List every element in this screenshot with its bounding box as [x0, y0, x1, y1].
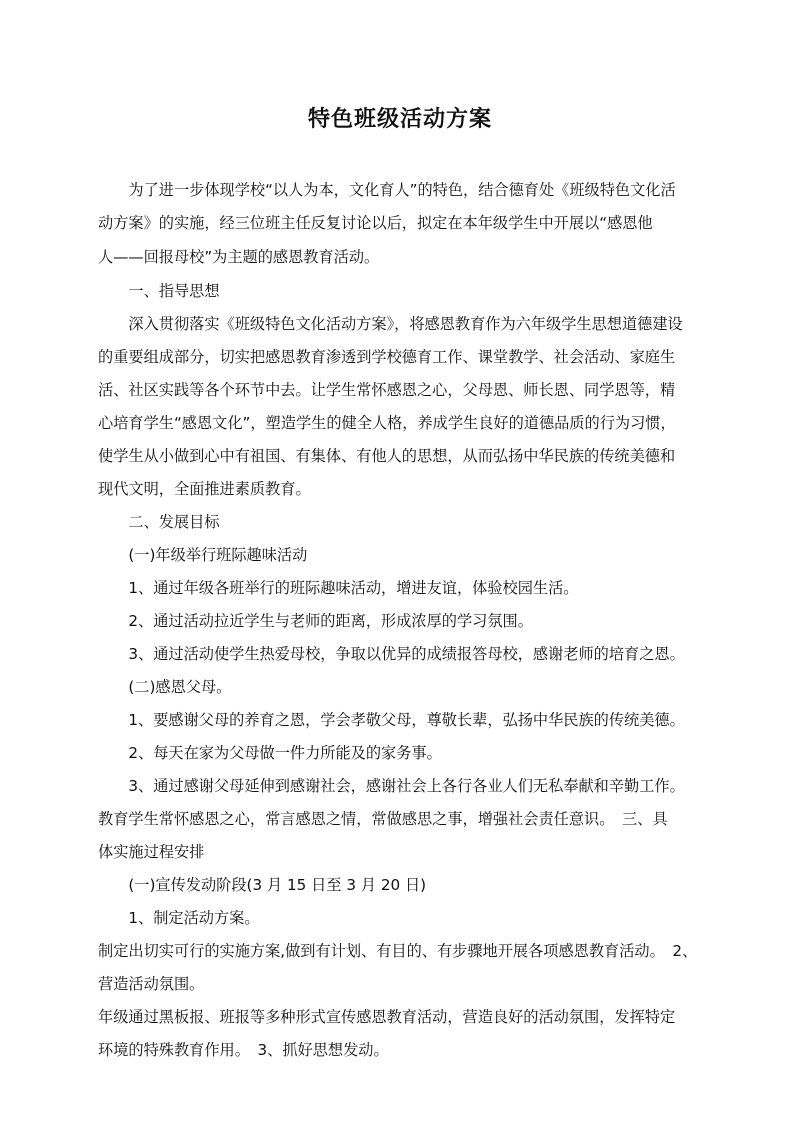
section-heading: 二、发展目标 — [98, 513, 220, 531]
body-line: 活、社区实践等各个环节中去。让学生常怀感恩之心，父母恩、师长恩、同学恩等，精 — [98, 381, 676, 399]
page-title: 特色班级活动方案 — [307, 107, 492, 132]
section-heading: 一、指导思想 — [98, 282, 220, 300]
body-line: 教育学生常怀感恩之心，常言感恩之情，常做感思之事，增强社会责任意识。 三、具 — [98, 810, 668, 828]
list-item: 1、制定活动方案。 — [98, 909, 260, 927]
body-line: 动方案》的实施，经三位班主任反复讨论以后，拟定在本年级学生中开展以“感恩他 — [98, 214, 653, 232]
body-line: 现代文明，全面推进素质教育。 — [98, 480, 311, 498]
body-line: 年级通过黑板报、班报等多种形式宣传感恩教育活动，营造良好的活动氛围，发挥特定 — [98, 1008, 676, 1026]
body-line: 深入贯彻落实《班级特色文化活动方案》，将感恩教育作为六年级学生思想道德建设 — [98, 315, 683, 333]
body-line: 心培育学生“感恩文化”，塑造学生的健全人格，养成学生良好的道德品质的行为习惯， — [98, 414, 676, 432]
body-line: 体实施过程安排 — [98, 843, 205, 861]
subsection-heading: (一)宣传发动阶段(3 月 15 日至 3 月 20 日) — [98, 876, 427, 894]
list-item: 1、要感谢父母的养育之恩，学会孝敬父母，尊敬长辈，弘扬中华民族的传统美德。 — [98, 711, 685, 729]
list-item: 2、每天在家为父母做一件力所能及的家务事。 — [98, 744, 442, 762]
body-line: 制定出切实可行的实施方案,做到有计划、有目的、有步骤地开展各项感恩教育活动。 2、 — [98, 942, 698, 960]
list-item: 3、通过活动使学生热爱母校，争取以优异的成绩报答母校，感谢老师的培育之恩。 — [98, 645, 685, 663]
list-item: 2、通过活动拉近学生与老师的距离，形成浓厚的学习氛围。 — [98, 612, 533, 630]
body-line: 的重要组成部分，切实把感恩教育渗透到学校德育工作、课堂教学、社会活动、家庭生 — [98, 348, 676, 366]
body-line: 为了进一步体现学校“以人为本，文化育人”的特色，结合德育处《班级特色文化活 — [98, 181, 676, 199]
body-line: 环境的特殊教育作用。 3、抓好思想发动。 — [98, 1041, 389, 1059]
body-line: 营造活动氛围。 — [98, 975, 205, 993]
body-line: 使学生从小做到心中有祖国、有集体、有他人的思想，从而弘扬中华民族的传统美德和 — [98, 447, 676, 465]
list-item: 1、通过年级各班举行的班际趣味活动，增进友谊，体验校园生活。 — [98, 579, 579, 597]
body-line: 人——回报母校”为主题的感恩教育活动。 — [98, 248, 380, 266]
subsection-heading: (一)年级举行班际趣味活动 — [98, 546, 308, 564]
list-item: 3、通过感谢父母延伸到感谢社会，感谢社会上各行各业人们无私奉献和辛勤工作。 — [98, 777, 685, 795]
subsection-heading: (二)感恩父母。 — [98, 678, 232, 696]
